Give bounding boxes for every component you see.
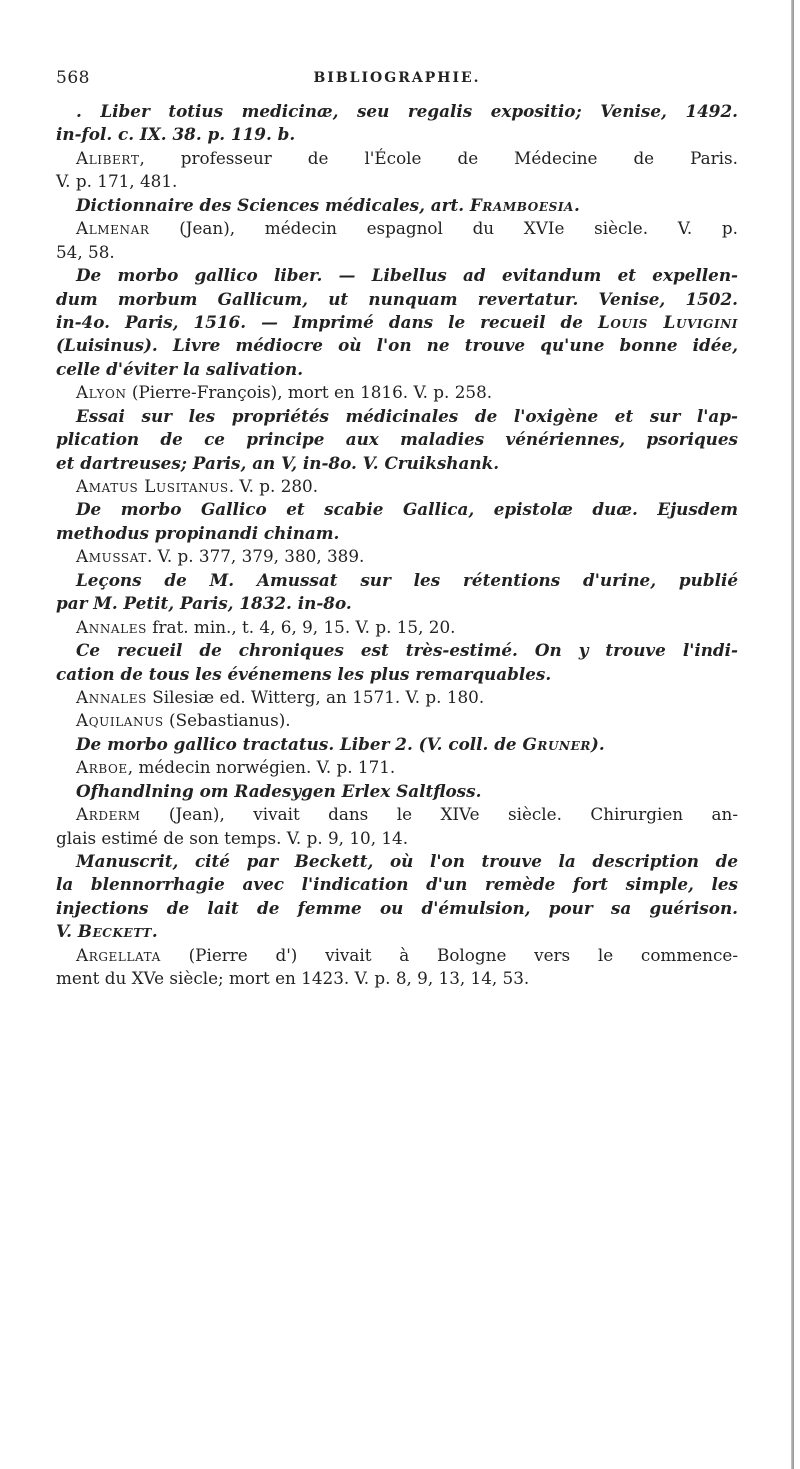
entry-argellata	[56, 944, 738, 991]
entry-text: De morbo gallico liber. — Libellus ad evitandum et expellen-	[76, 265, 738, 286]
author-name: Alibert	[76, 147, 140, 168]
author-name: Alyon	[76, 382, 127, 403]
entry-line	[56, 873, 738, 896]
entry-text: par M. Petit, Paris, 1832. in-8o.	[56, 593, 352, 614]
entry-text: in-4o. Paris, 1516. — Imprimé dans le recueil de	[56, 311, 598, 332]
entry-line	[56, 170, 738, 193]
entry-line	[56, 944, 738, 967]
entry-text: Ofhandlning om Radesygen Erlex Saltfloss.	[76, 780, 482, 801]
entry-text: glais estimé de son temps. V. p. 9, 10, 14.	[56, 827, 409, 848]
entry-text: (Jean), médecin espagnol du XVIe siècle. V. p.	[149, 218, 738, 239]
entry-text: V.	[56, 921, 78, 942]
entry-line	[56, 123, 738, 146]
entry-text: Silesiæ ed. Witterg, an 1571. V. p. 180.	[146, 686, 485, 707]
entry-ofhandlning	[56, 780, 738, 803]
author-name: Aquilanus	[76, 710, 164, 731]
entry-line	[56, 616, 738, 639]
entry-text: . Liber totius medicinæ, seu regalis expositio; Venise, 1492.	[76, 101, 738, 121]
entry-text: De morbo Gallico et scabie Gallica, epistolæ duæ. Ejusdem	[76, 499, 738, 520]
entry-text: .	[151, 921, 158, 942]
entry-line	[56, 217, 738, 240]
entry-alibert	[56, 147, 738, 194]
entry-line	[56, 241, 738, 264]
entry-line	[56, 100, 738, 123]
entry-text: (Jean), vivait dans le XIVe siècle. Chirurgien an-	[140, 804, 738, 825]
entry-amussat	[56, 545, 738, 568]
entry-essai	[56, 405, 738, 475]
entry-text: ).	[590, 733, 605, 754]
entry-text: plication de ce principe aux maladies vénériennes, psoriques	[56, 429, 738, 450]
entry-de-morbo-gallico-tractatus	[56, 733, 738, 756]
entry-text: (Pierre d') vivait à Bologne vers le commence-	[160, 944, 738, 965]
entry-line	[56, 850, 738, 873]
author-name: Amatus Lusitanus	[76, 476, 229, 496]
entry-line	[56, 381, 738, 404]
entry-text: celle d'éviter la salivation.	[56, 358, 304, 379]
entry-annales-silesiae	[56, 686, 738, 709]
entry-text: et dartreuses; Paris, an V, in-8o. V. Cruikshank.	[56, 452, 500, 473]
entry-line	[56, 147, 738, 170]
entry-alyon	[56, 381, 738, 404]
author-name: Arboe	[76, 757, 128, 778]
entry-text: Ce recueil de chroniques est très-estimé. On y trouve l'indi-	[76, 640, 738, 661]
entry-text: Manuscrit, cité par Beckett, où l'on trouve la description de	[76, 851, 738, 871]
entry-line	[56, 452, 738, 475]
author-name: Louis Luvigini	[597, 311, 738, 332]
entry-line	[56, 358, 738, 381]
entry-line	[56, 569, 738, 592]
entry-text: cation de tous les événemens les plus remarquables.	[56, 663, 552, 684]
entry-line	[56, 194, 738, 217]
entry-line	[56, 639, 738, 662]
entry-line	[56, 522, 738, 545]
entry-text: in-fol. c. IX. 38. p. 119. b.	[56, 124, 296, 145]
entry-text: ment du XVe siècle; mort en 1423. V. p. 8, 9, 13, 14, 53.	[56, 968, 530, 989]
entry-almenar	[56, 217, 738, 264]
entry-line	[56, 288, 738, 311]
page-number: 568	[56, 68, 90, 88]
entry-lecons	[56, 569, 738, 616]
entry-line	[56, 592, 738, 615]
page-header	[56, 68, 738, 92]
entry-text: Dictionnaire des Sciences médicales, art.	[76, 194, 470, 215]
author-name: Framboesia	[469, 194, 574, 215]
entry-line	[56, 498, 738, 521]
entry-text: . V. p. 377, 379, 380, 389.	[146, 546, 365, 567]
entry-line	[56, 475, 738, 498]
entry-line	[56, 709, 738, 732]
entry-text: la blennorrhagie avec l'indication d'un remède fort simple, les	[56, 874, 738, 895]
entry-arderm	[56, 803, 738, 850]
entry-arboe	[56, 756, 738, 779]
author-name: Almenar	[76, 218, 150, 239]
entry-text: (Luisinus). Livre médiocre où l'on ne trouve qu'une bonne idée,	[56, 335, 738, 356]
entry-text: methodus propinandi chinam.	[56, 522, 340, 543]
page-edge-rule	[791, 0, 794, 1469]
entry-line	[56, 334, 738, 357]
author-name: Annales	[76, 686, 147, 707]
entry-line	[56, 405, 738, 428]
entry-line	[56, 967, 738, 990]
book-page	[56, 68, 738, 991]
entry-annales-frat	[56, 616, 738, 639]
author-name: Amussat	[76, 546, 147, 567]
entry-liber	[56, 100, 738, 147]
entry-line	[56, 663, 738, 686]
bibliography-entries	[56, 100, 738, 991]
entry-line	[56, 897, 738, 920]
entry-line	[56, 545, 738, 568]
entry-line	[56, 686, 738, 709]
entry-line	[56, 428, 738, 451]
entry-text: V. p. 171, 481.	[56, 171, 178, 192]
author-name: Argellata	[76, 944, 161, 965]
entry-dictionnaire	[56, 194, 738, 217]
entry-line	[56, 920, 738, 943]
entry-text: Leçons de M. Amussat sur les rétentions d'urine, publié	[76, 569, 738, 590]
author-name: Arderm	[76, 804, 141, 825]
author-name: Beckett	[77, 921, 152, 942]
entry-amatus	[56, 475, 738, 498]
entry-text: dum morbum Gallicum, ut nunquam revertatur. Venise, 1502.	[56, 288, 738, 309]
entry-line	[56, 803, 738, 826]
entry-text: frat. min., t. 4, 6, 9, 15. V. p. 15, 20.	[146, 616, 456, 637]
entry-text: Essai sur les propriétés médicinales de l'oxigène et sur l'ap-	[76, 405, 738, 426]
entry-text: (Sebastianus).	[163, 710, 291, 731]
entry-line	[56, 827, 738, 850]
entry-line	[56, 756, 738, 779]
entry-de-morbo-gallico-scabie	[56, 498, 738, 545]
running-title: BIBLIOGRAPHIE.	[313, 70, 481, 86]
entry-line	[56, 780, 738, 803]
entry-line	[56, 733, 738, 756]
entry-manuscrit	[56, 850, 738, 944]
entry-text: (Pierre-François), mort en 1816. V. p. 258.	[126, 382, 493, 403]
entry-text: , médecin norwégien. V. p. 171.	[127, 757, 396, 778]
author-name: Annales	[76, 616, 147, 637]
entry-de-morbo-gallico-liber	[56, 264, 738, 381]
author-name: Gruner	[522, 733, 591, 754]
entry-line	[56, 311, 738, 334]
entry-aquilanus	[56, 709, 738, 732]
entry-text: 54, 58.	[56, 241, 115, 262]
entry-line	[56, 264, 738, 287]
entry-text: , professeur de l'École de Médecine de Paris.	[139, 147, 738, 168]
entry-ce-recueil	[56, 639, 738, 686]
entry-text: .	[573, 194, 580, 215]
entry-text: De morbo gallico tractatus. Liber 2. (V. coll. de	[76, 733, 523, 754]
entry-text: injections de lait de femme ou d'émulsion, pour sa guérison.	[56, 897, 738, 918]
entry-text: . V. p. 280.	[228, 476, 319, 496]
